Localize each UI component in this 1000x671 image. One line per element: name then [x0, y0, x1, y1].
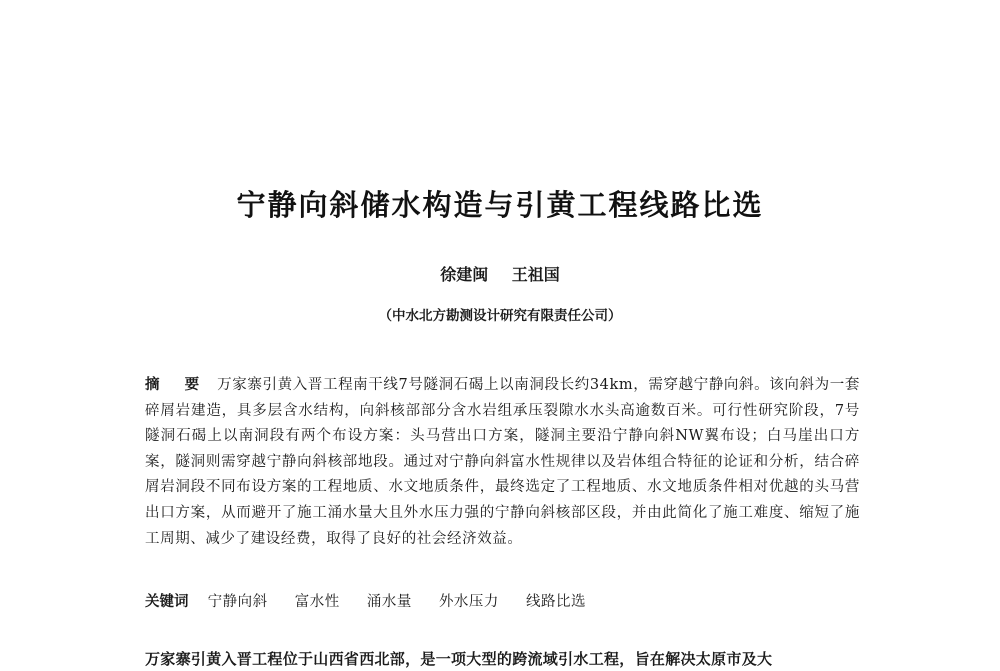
paper-affiliation: （中水北方勘测设计研究有限责任公司）	[378, 308, 622, 324]
abstract-label: 摘 要	[145, 377, 210, 393]
keyword: 外水压力	[438, 594, 499, 610]
abstract-text: 万家寨引黄入晋工程南干线7号隧洞石碣上以南洞段长约34km，需穿越宁静向斜。该向斜为一套碎屑岩建造，具多层含水结构，向斜核部部分含水岩组承压裂隙水水头高逾数百米。可行性研究阶段，7号隧洞石碣上以南洞段有两个布设方案：头马营出口方案，隧洞主要沿宁静向斜NW翼布设；白马崖出口方案，隧洞则需穿越宁静向斜核部地段。通过对宁静向斜富水性规律以及岩体组合特征的论证和分析，结合碎屑岩洞段不同布设方案的工程地质、水文地质条件，最终选定了工程地质、水文地质条件相对优越的头马营出口方案，从而避开了施工涌水量大且外水压力强的宁静向斜核部区段，并由此简化了施工难度、缩短了施工周期、减少了建设经费，取得了良好的社会经济效益。	[145, 377, 860, 547]
paper-authors: 徐建闽 王祖国	[440, 265, 560, 284]
abstract-block	[145, 373, 860, 552]
body-paragraph-first-line: 万家寨引黄入晋工程位于山西省西北部，是一项大型的跨流域引水工程，旨在解决太原市及大	[145, 650, 773, 668]
keyword: 宁静向斜	[207, 594, 268, 610]
keyword: 涌水量	[366, 594, 412, 610]
keyword: 富水性	[294, 594, 340, 610]
paper-title: 宁静向斜储水构造与引黄工程线路比选	[236, 188, 764, 222]
keywords-block	[145, 590, 608, 611]
keywords-label: 关键词	[145, 594, 189, 610]
keyword: 线路比选	[526, 594, 587, 610]
